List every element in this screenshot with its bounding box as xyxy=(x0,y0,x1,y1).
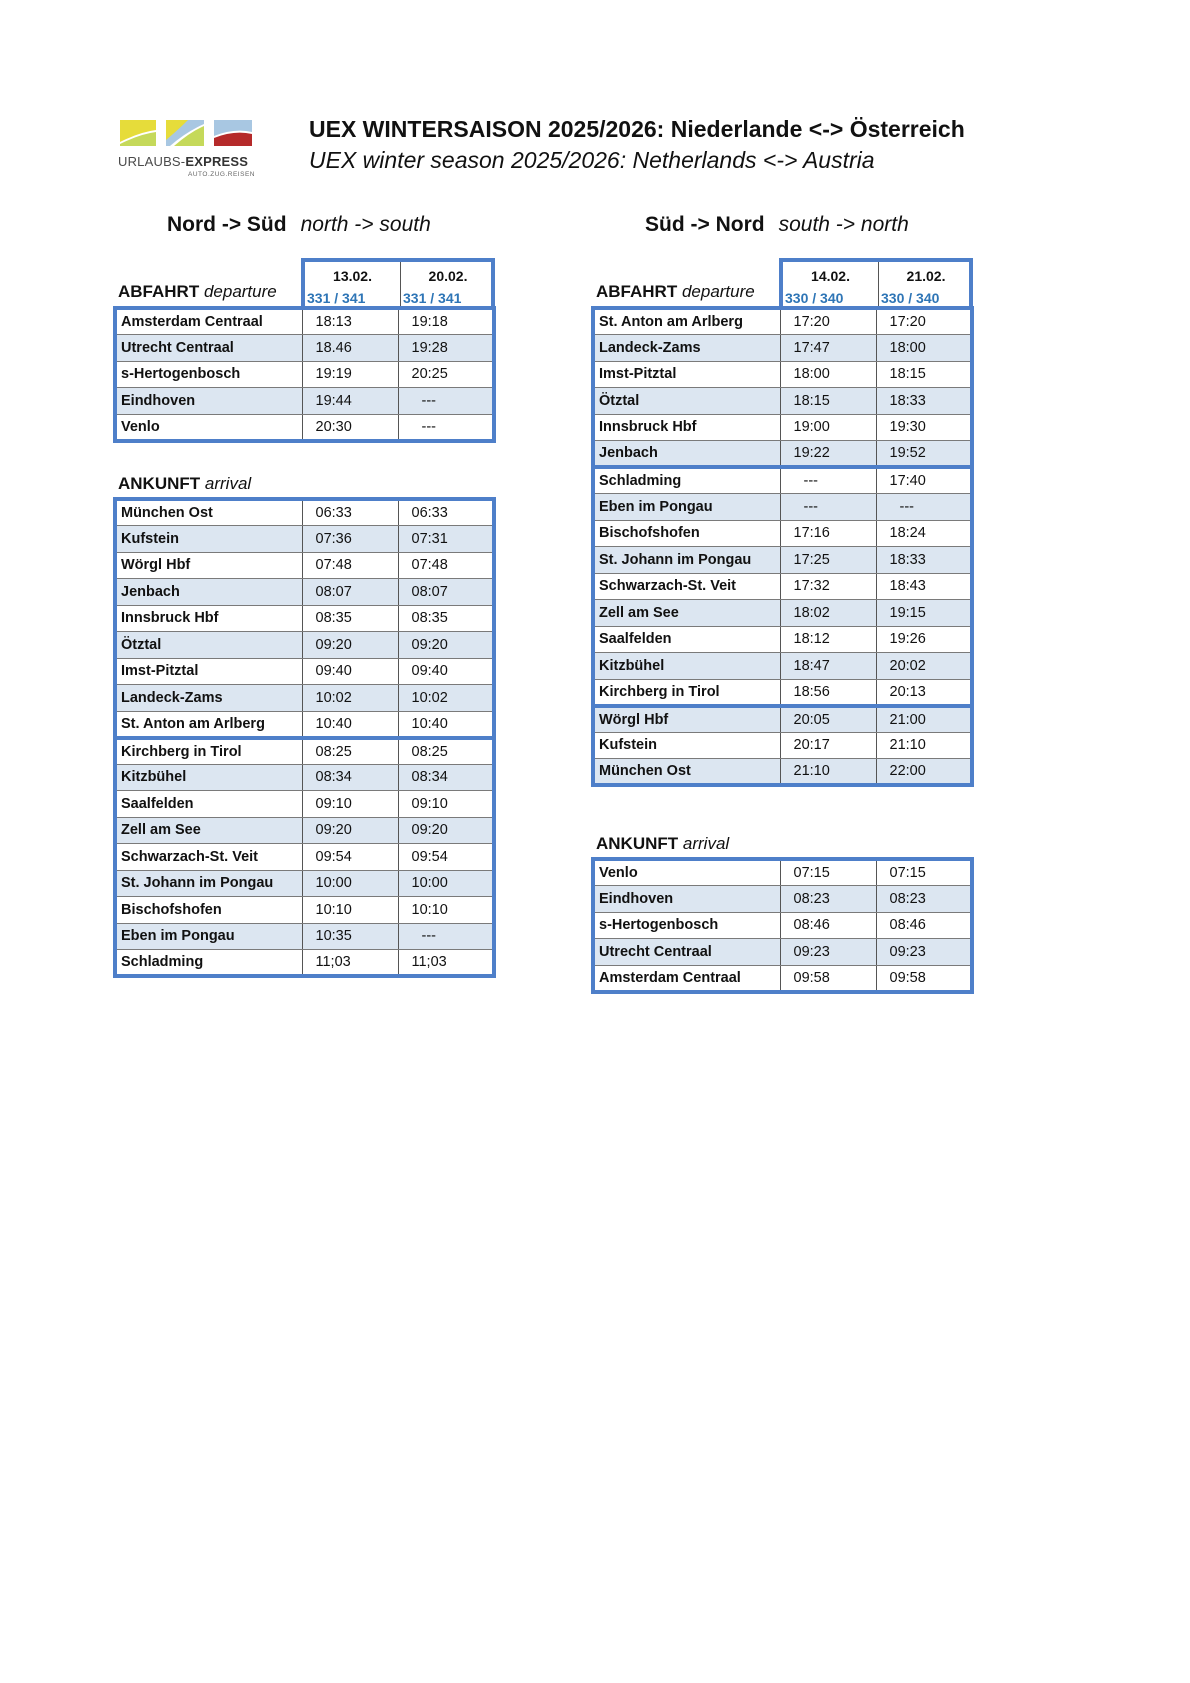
table-row: Kufstein 20:17 21:10 xyxy=(593,732,972,759)
table-row: Wörgl Hbf 20:05 21:00 xyxy=(593,706,972,733)
table-row: St. Johann im Pongau 10:00 10:00 xyxy=(115,870,494,897)
table-row: Utrecht Centraal 09:23 09:23 xyxy=(593,939,972,966)
table-row: St. Anton am Arlberg 10:40 10:40 xyxy=(115,711,494,738)
table-row: Kitzbühel 08:34 08:34 xyxy=(115,764,494,791)
table-row: Kirchberg in Tirol 18:56 20:13 xyxy=(593,679,972,706)
table-row: Zell am See 09:20 09:20 xyxy=(115,817,494,844)
logo-wordmark: URLAUBS-EXPRESS xyxy=(118,154,249,169)
table-row: Jenbach 19:22 19:52 xyxy=(593,441,972,468)
table-row: Innsbruck Hbf 08:35 08:35 xyxy=(115,605,494,632)
table-row: Schladming 11;03 11;03 xyxy=(115,950,494,977)
table-row: Venlo 20:30 --- xyxy=(115,414,494,441)
south-departure-label: ABFAHRT departure xyxy=(118,282,277,301)
table-row: Kirchberg in Tirol 08:25 08:25 xyxy=(115,738,494,765)
table-row: Zell am See 18:02 19:15 xyxy=(593,600,972,627)
table-row: Imst-Pitztal 09:40 09:40 xyxy=(115,658,494,685)
table-row: Eindhoven 19:44 --- xyxy=(115,388,494,415)
heading-north-to-south: Nord -> Süd north -> south xyxy=(167,213,431,236)
north-date-col-2: 21.02. 330 / 340 xyxy=(881,268,946,306)
table-row: Ötztal 09:20 09:20 xyxy=(115,632,494,659)
table-row: St. Johann im Pongau 17:25 18:33 xyxy=(593,547,972,574)
table-row: Amsterdam Centraal 18:13 19:18 xyxy=(115,308,494,335)
table-row: s-Hertogenbosch 08:46 08:46 xyxy=(593,912,972,939)
table-row: Innsbruck Hbf 19:00 19:30 xyxy=(593,414,972,441)
north-arrival-table xyxy=(591,857,974,994)
title-english: UEX winter season 2025/2026: Netherlands <-> Austria xyxy=(309,147,875,173)
table-row: Kufstein 07:36 07:31 xyxy=(115,526,494,553)
urlaubs-express-logo xyxy=(118,118,266,180)
title-german: UEX WINTERSAISON 2025/2026: Niederlande <-> Österreich xyxy=(309,116,965,142)
north-date-col-1: 14.02. 330 / 340 xyxy=(785,268,850,306)
table-row: Eben im Pongau 10:35 --- xyxy=(115,923,494,950)
north-departure-table xyxy=(591,306,974,787)
table-row: St. Anton am Arlberg 17:20 17:20 xyxy=(593,308,972,335)
south-arrival-label: ANKUNFT arrival xyxy=(118,474,252,493)
south-date-col-1: 13.02. 331 / 341 xyxy=(307,268,372,306)
table-row: Saalfelden 18:12 19:26 xyxy=(593,626,972,653)
table-row: Landeck-Zams 17:47 18:00 xyxy=(593,335,972,362)
south-date-col-2: 20.02. 331 / 341 xyxy=(403,268,468,306)
table-row: Amsterdam Centraal 09:58 09:58 xyxy=(593,965,972,992)
table-row: Wörgl Hbf 07:48 07:48 xyxy=(115,552,494,579)
table-row: Schladming --- 17:40 xyxy=(593,467,972,494)
table-row: Schwarzach-St. Veit 17:32 18:43 xyxy=(593,573,972,600)
table-row: Saalfelden 09:10 09:10 xyxy=(115,791,494,818)
logo-mark-icon xyxy=(118,118,258,150)
table-row: Jenbach 08:07 08:07 xyxy=(115,579,494,606)
heading-south-to-north: Süd -> Nord south -> north xyxy=(645,213,909,236)
north-departure-label: ABFAHRT departure xyxy=(596,282,755,301)
south-departure-table xyxy=(113,306,496,443)
table-row: Imst-Pitztal 18:00 18:15 xyxy=(593,361,972,388)
table-row: Ötztal 18:15 18:33 xyxy=(593,388,972,415)
table-row: Eben im Pongau --- --- xyxy=(593,494,972,521)
table-row: München Ost 06:33 06:33 xyxy=(115,499,494,526)
logo-tagline: AUTO.ZUG.REISEN xyxy=(188,171,255,178)
table-row: Landeck-Zams 10:02 10:02 xyxy=(115,685,494,712)
table-row: Bischofshofen 17:16 18:24 xyxy=(593,520,972,547)
table-row: Eindhoven 08:23 08:23 xyxy=(593,886,972,913)
north-arrival-label: ANKUNFT arrival xyxy=(596,834,730,853)
south-arrival-table xyxy=(113,497,496,978)
table-row: Utrecht Centraal 18.46 19:28 xyxy=(115,335,494,362)
table-row: Venlo 07:15 07:15 xyxy=(593,859,972,886)
table-row: Kitzbühel 18:47 20:02 xyxy=(593,653,972,680)
table-row: München Ost 21:10 22:00 xyxy=(593,759,972,786)
north-date-header xyxy=(779,258,973,306)
table-row: Bischofshofen 10:10 10:10 xyxy=(115,897,494,924)
south-date-header xyxy=(301,258,495,306)
table-row: s-Hertogenbosch 19:19 20:25 xyxy=(115,361,494,388)
table-row: Schwarzach-St. Veit 09:54 09:54 xyxy=(115,844,494,871)
